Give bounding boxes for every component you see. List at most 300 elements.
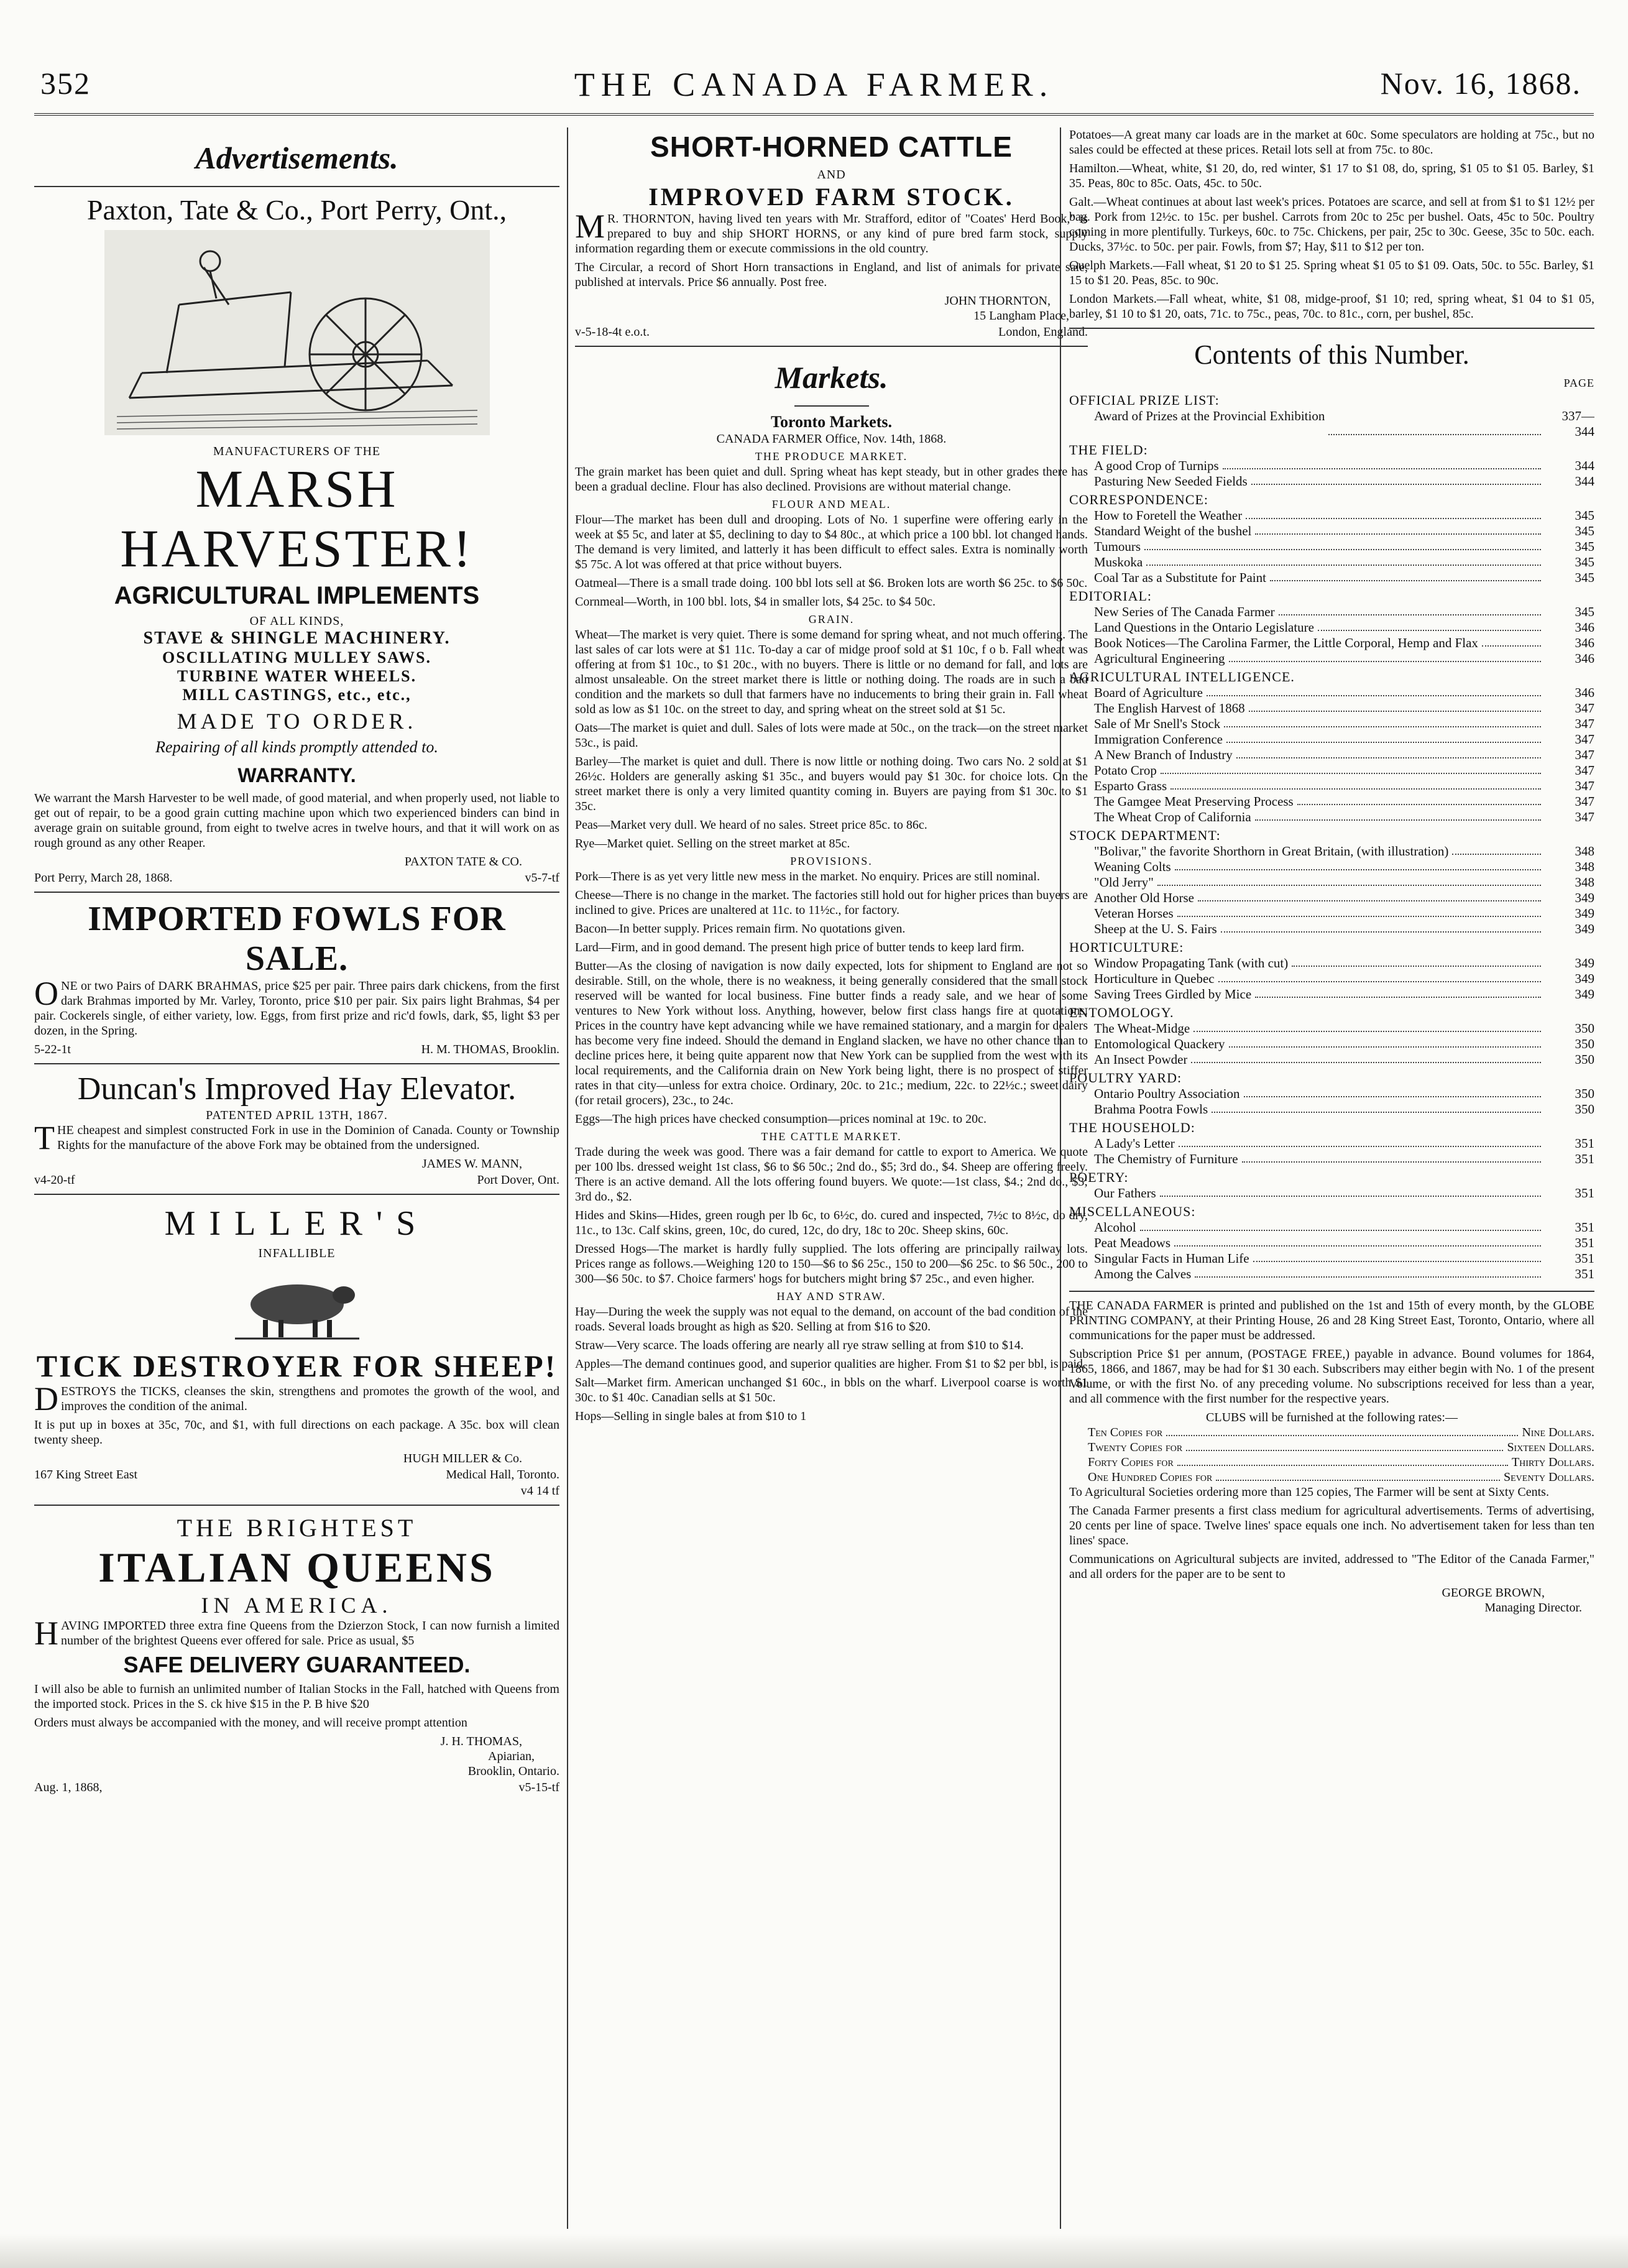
manufacturers-label: MANUFACTURERS OF THE: [213, 445, 381, 458]
toc-entry-page: 350: [1575, 1102, 1594, 1117]
fowls-signature: H. M. THOMAS, Brooklin.: [421, 1043, 559, 1056]
and-label: AND: [817, 168, 846, 182]
improved-farm-stock-title: IMPROVED FARM STOCK.: [648, 183, 1014, 211]
bacon-text: Bacon—In better supply. Prices remain firm. No quotations given.: [575, 922, 906, 936]
toc-entry-label: Immigration Conference: [1094, 732, 1223, 747]
toc-entry-label: Coal Tar as a Substitute for Paint: [1094, 570, 1266, 585]
italian-queens-title: ITALIAN QUEENS: [98, 1544, 495, 1591]
turbine-line: TURBINE WATER WHEELS.: [177, 667, 417, 685]
straw-text: Straw—Very scarce. The loads offering are nearly all rye straw selling at from $10 to $14.: [575, 1339, 1024, 1352]
hay-straw-subhead: HAY AND STRAW.: [776, 1290, 886, 1302]
toc-entry-page: 345: [1575, 570, 1594, 585]
produce-market-subhead: THE PRODUCE MARKET.: [755, 450, 908, 463]
toc-leader-dots: [1177, 906, 1541, 917]
elevator-place: Port Dover, Ont.: [477, 1173, 559, 1187]
guelph-text: Guelph Markets.—Fall wheat, $1 20 to $1 25. Spring wheat $1 05 to $1 09. Oats, 50c. to 55c. Barley, $1 15 to $1 20. Peas, 85c. to 90c.: [1069, 259, 1594, 287]
galt-text: Galt.—Wheat continues at about last week's prices. Potatoes are scarce, and sell at from $1 to $1 12½ per bag. Pork from 12½c. to 15c. per bushel. Carrots from 20c to 25c per bushel. Oats, 45c to 50c. Poultry coming in more plentifully. Turkeys, 60c. to 75c. Chickens, per pair, 25c to 30c. Geese, 35c to 50c. each. Ducks, 37½c. to 50c. per pair. Fowls, from $7; Hay, $11 to $12 per ton.: [1069, 195, 1594, 254]
toc-leader-dots: [1249, 701, 1541, 712]
tick-code: v4 14 tf: [520, 1484, 559, 1498]
toc-entry-page: 351: [1575, 1235, 1594, 1250]
column-contents: [1069, 127, 1594, 2229]
toc-entry-label: Another Old Horse: [1094, 890, 1194, 905]
toc-leader-dots: [1452, 844, 1541, 855]
toronto-markets-title: Toronto Markets.: [771, 413, 892, 431]
toc-entry-page: 346: [1575, 620, 1594, 635]
wheat-text: Wheat—The market is very quiet. There is some demand for spring wheat, and not much offering. The last sales of car lots were at $1 11c. To-day a car of midge proof sold at $1 10c, f o b. Fall wheat was offering at from $1 10c., to $1 20c., with no buyers. There is little or no demand for fall, and lots are almost unsaleable. On the street market there is little or nothing doing. The roads are in such a bad condition and the markets so dull that farmers have no inducements to bring their grain in. Fall wheat sold as low as $1 10c. on the street to day, and spring wheat on the street sold at $1 5c.: [575, 628, 1088, 716]
dateline: CANADA FARMER Office, Nov. 14th, 1868.: [716, 432, 947, 446]
toc-leader-dots: [1270, 570, 1541, 581]
divider: [1069, 328, 1594, 329]
club-rate-row: [1088, 1455, 1594, 1470]
toc-leader-dots: [1195, 1266, 1541, 1278]
club-rate-dots: [1186, 1440, 1503, 1451]
divider: [34, 1505, 559, 1506]
warranty-signature: PAXTON TATE & CO.: [404, 855, 522, 869]
toc-entry-page: 351: [1575, 1220, 1594, 1235]
toc-leader-dots: [1191, 1052, 1541, 1063]
toc-entry-label: An Insect Powder: [1094, 1052, 1188, 1067]
toc-entry: [1069, 1136, 1594, 1151]
toc-leader-dots: [1221, 921, 1541, 933]
castings-line: MILL CASTINGS, etc., etc.,: [182, 686, 412, 704]
toc-entry-page: 347: [1575, 701, 1594, 716]
toc-entry-page: 347: [1575, 809, 1594, 824]
hops-text: Hops—Selling in single bales at from $10 to 1: [575, 1409, 807, 1423]
club-rate-row: [1088, 1470, 1594, 1485]
column-advertisements: [34, 127, 559, 2229]
divider: [1069, 1291, 1594, 1292]
toc-entry: [1069, 604, 1594, 620]
tick-address: 167 King Street East: [34, 1468, 138, 1482]
toc-page-label: PAGE: [1563, 377, 1594, 389]
toc-section: OFFICIAL PRIZE LIST:: [1069, 392, 1220, 408]
toc-section: HORTICULTURE:: [1069, 939, 1184, 955]
lard-text: Lard—Firm, and in good demand. The present high price of butter tends to keep lard firm.: [575, 941, 1024, 954]
toc-entry: [1069, 971, 1594, 987]
masthead: [34, 65, 1594, 127]
toc-leader-dots: [1212, 1102, 1541, 1113]
harvester-illustration: [104, 230, 490, 435]
toc-entry-label: A Lady's Letter: [1094, 1136, 1175, 1151]
toc-leader-dots: [1242, 1151, 1541, 1163]
toc-entry-page: 349: [1575, 906, 1594, 921]
tick-destroyer-title: TICK DESTROYER FOR SHEEP!: [36, 1348, 558, 1383]
toc-entry: [1069, 620, 1594, 635]
eggs-text: Eggs—The high prices have checked consumption—prices nominal at 19c. to 20c.: [575, 1112, 987, 1126]
toc-entry: [1069, 1052, 1594, 1067]
flour-text: Flour—The market has been dull and drooping. Lots of No. 1 superfine were offering early in the week at $5 5c, and later at $5, declining to day to $4 80c., at which price a 100 bbl. lot changed hands. The demand is very limited, and latterly it has been difficult to effect sales. Extra is nominally worth $5 75c. A lot was offered at that price without buyers.: [575, 513, 1088, 571]
toc-entry-page: 345: [1575, 523, 1594, 538]
elevator-code: v4-20-tf: [34, 1173, 75, 1187]
scan-edge: [0, 2234, 1628, 2268]
grain-subhead: GRAIN.: [808, 613, 855, 625]
toc-entry: [1069, 1021, 1594, 1036]
toc-entry-page: 349: [1575, 987, 1594, 1002]
toc-entry: [1069, 1036, 1594, 1052]
pork-text: Pork—There is as yet very little new mess in the market. No enquiry. Prices are still nominal.: [575, 870, 1040, 883]
toc-leader-dots: [1207, 685, 1541, 696]
toc-entry-label: A New Branch of Industry: [1094, 747, 1233, 762]
societies-text: To Agricultural Societies ordering more than 125 copies, The Farmer will be sent at Sixty Cents.: [1069, 1485, 1549, 1499]
toc-entry-label: Muskoka: [1094, 555, 1143, 569]
club-rate-dots: [1177, 1455, 1508, 1466]
peas-text: Peas—Market very dull. We heard of no sales. Street price 85c. to 86c.: [575, 818, 927, 832]
fowls-text: ONE or two Pairs of DARK BRAHMAS, price $25 per pair. Three pairs dark chickens, from the first dark Brahmas imported by Mr. Varley, Toronto, price $10 per pair. Six pairs light Brahmas, $4 per pair. Cockerels single, of either variety, low. Eggs, from first prize and ric'd fowls, dark, $5, light $3 per dozen, in the Spring.: [34, 975, 559, 1038]
toc-entry-label: Sale of Mr Snell's Stock: [1094, 716, 1221, 731]
queens-date: Aug. 1, 1868,: [34, 1781, 103, 1794]
toc-entry-label: The Wheat-Midge: [1094, 1021, 1190, 1036]
toc-leader-dots: [1255, 987, 1541, 998]
club-rate-value: Thirty Dollars.: [1511, 1455, 1594, 1469]
toc-entry-label: Peat Meadows: [1094, 1235, 1171, 1250]
fowls-code: 5-22-1t: [34, 1043, 71, 1056]
toc-entry: [1069, 809, 1594, 825]
short-horned-cattle-title: SHORT-HORNED CATTLE: [650, 131, 1013, 163]
hogs-text: Dressed Hogs—The market is hardly fully supplied. The lots offering are principally railway lots. Prices range as follows.—Weighing 120 to 150—$6 to $6 25c., 150 to 200—$6 25c. to $6 50c., 200 to 300—$6 50c. to $7. Choice farmers' hogs for butchers might bring $7 25c., and even higher.: [575, 1242, 1088, 1286]
toc-entry: [1069, 859, 1594, 875]
toc-leader-dots: [1251, 474, 1541, 485]
toc-entry-page: 350: [1575, 1052, 1594, 1067]
publish-text: THE CANADA FARMER is printed and published on the 1st and 15th of every month, by the GLOBE PRINTING COMPANY, at their Printing House, 26 and 28 King Street East, Toronto, Ontario, where all communications for the paper must be addressed.: [1069, 1299, 1594, 1342]
divider: [34, 1194, 559, 1195]
toc-section: THE HOUSEHOLD:: [1069, 1120, 1195, 1135]
warranty-title: WARRANTY.: [237, 764, 356, 786]
toc-entry: [1069, 1102, 1594, 1117]
toc-leader-dots: [1229, 651, 1541, 662]
toc-leader-dots: [1255, 523, 1541, 535]
toc-entry-label: Singular Facts in Human Life: [1094, 1251, 1249, 1266]
toc-entry-label: Entomological Quackery: [1094, 1036, 1225, 1051]
oats-text: Oats—The market is quiet and dull. Sales of lots were made at 50c., on the track—on the street market 53c., is paid.: [575, 721, 1088, 750]
of-all-kinds: OF ALL KINDS,: [249, 614, 344, 628]
toc-entry-page: 349: [1575, 921, 1594, 936]
toc-entry-label: Saving Trees Girdled by Mice: [1094, 987, 1252, 1002]
toc-leader-dots: [1236, 747, 1541, 758]
toc-entry-page: 349: [1575, 971, 1594, 986]
toc-entry-label: Our Fathers: [1094, 1186, 1156, 1201]
toc-entry: [1069, 987, 1594, 1002]
toc-entry-page: 351: [1575, 1136, 1594, 1151]
director-title: Managing Director.: [1484, 1601, 1582, 1615]
toc-leader-dots: [1244, 1086, 1542, 1097]
divider: [794, 405, 869, 407]
toc-leader-dots: [1229, 1036, 1541, 1048]
club-rates: [1069, 1425, 1594, 1485]
stave-line: STAVE & SHINGLE MACHINERY.: [143, 629, 451, 648]
queens-text: HAVING IMPORTED three extra fine Queens from the Dzierzon Stock, I can now furnish a limited number of the brightest Queens ever offered for sale. Price as usual, $5: [34, 1615, 559, 1652]
club-rate-row: [1088, 1425, 1594, 1440]
toc-section: POULTRY YARD:: [1069, 1070, 1182, 1086]
newspaper-title: THE CANADA FARMER.: [574, 66, 1054, 103]
mulley-line: OSCILLATING MULLEY SAWS.: [162, 648, 432, 666]
toc-entry: [1069, 778, 1594, 794]
hay-elevator-title: Duncan's Improved Hay Elevator.: [77, 1071, 517, 1107]
cattle-trade-text: Trade during the week was good. There was a fair demand for cattle to export to America. We quote per 100 lbs. dressed weight 1st class, $6 to $6 50c.; 2nd do., $5; 3rd do., $4. Sheep are offering freely. There is an active demand. All the lots offering found buyers. We quote:—1st class, $4.; 2nd do., $3; 3rd do., $2.: [575, 1145, 1088, 1204]
toc-leader-dots: [1292, 956, 1541, 967]
clubs-intro: CLUBS will be furnished at the following rates:—: [1206, 1411, 1458, 1424]
toc-entry: [1069, 875, 1594, 890]
queens-text-3: Orders must always be accompanied with the money, and will receive prompt attention: [34, 1716, 467, 1730]
toc-entry-page: 351: [1575, 1186, 1594, 1201]
issue-date: Nov. 16, 1868.: [1380, 66, 1581, 101]
column-markets: [575, 127, 1088, 2229]
patented-date: PATENTED APRIL 13TH, 1867.: [206, 1109, 388, 1122]
advertising-text: The Canada Farmer presents a first class medium for agricultural advertisements. Terms of advertising, 20 cents per line of space. Twelve lines' space equals one inch. No advertisement taken for less than ten lines' space.: [1069, 1504, 1594, 1547]
queens-role: Apiarian,: [488, 1749, 535, 1763]
sheep-illustration: [229, 1267, 366, 1342]
masthead-rule: [34, 113, 1594, 116]
toc-entry-page: 347: [1575, 732, 1594, 747]
toc-entry-page: 347: [1575, 747, 1594, 762]
toc-leader-dots: [1175, 859, 1541, 870]
toc-entry-label: New Series of The Canada Farmer: [1094, 604, 1275, 619]
thornton-address: 15 Langham Place,: [973, 309, 1069, 323]
toc-entry-page: 350: [1575, 1021, 1594, 1036]
contents-title: Contents of this Number.: [1194, 339, 1469, 370]
toc-entry-page: 348: [1575, 844, 1594, 859]
toc-leader-dots: [1161, 763, 1541, 774]
hamilton-text: Hamilton.—Wheat, white, $1 20, do, red winter, $1 17 to $1 08, do, spring, $1 05 to $1 05. Barley, $1 35. Peas, 80c to 85c. Oats, 45c. to 50c.: [1069, 162, 1594, 190]
infallible-label: INFALLIBLE: [258, 1247, 336, 1260]
toc-entry-page: 345: [1575, 604, 1594, 619]
toc-entry-page: 337—344: [1561, 408, 1594, 439]
toc-entry: [1069, 747, 1594, 763]
warranty-text: We warrant the Marsh Harvester to be well made, of good material, and when properly used, not liable to get out of repair, to be a good grain cutting machine upon which two experienced binders can bind in average grain on suitable ground, from eight to twelve acres in twelve hours, and that it will work on as rough ground as any other Reaper.: [34, 791, 559, 850]
brightest-label: THE BRIGHTEST: [177, 1514, 417, 1542]
cheese-text: Cheese—There is no change in the market. The factories still hold out for higher prices than buyers are inclined to give. Prices are unaltered at 11c. to 11½c., for factory.: [575, 888, 1088, 917]
club-rate-label: Twenty Copies for: [1088, 1441, 1183, 1454]
toc-entry-label: Brahma Pootra Fowls: [1094, 1102, 1208, 1117]
oatmeal-text: Oatmeal—There is a small trade doing. 100 bbl lots sell at $6. Broken lots are worth $6 25c. to $6 50c.: [575, 576, 1088, 590]
toc-leader-dots: [1226, 732, 1541, 743]
toc-entry-label: Pasturing New Seeded Fields: [1094, 474, 1248, 489]
toc-entry-label: "Old Jerry": [1094, 875, 1154, 890]
toc-entry-page: 347: [1575, 763, 1594, 778]
toc-entry: [1069, 1086, 1594, 1102]
divider: [575, 346, 1088, 347]
toc-entry-label: Potato Crop: [1094, 763, 1157, 778]
toc-leader-dots: [1160, 1186, 1541, 1197]
toc-leader-dots: [1146, 555, 1541, 566]
toc-section: AGRICULTURAL INTELLIGENCE.: [1069, 669, 1295, 685]
toc-entry-label: Horticulture in Quebec: [1094, 971, 1215, 986]
made-to-order: MADE TO ORDER.: [177, 709, 417, 734]
toc-entry-label: Among the Calves: [1094, 1266, 1192, 1281]
thornton-place: London, England.: [998, 325, 1088, 339]
toc-entry-label: Sheep at the U. S. Fairs: [1094, 921, 1217, 936]
toc-entry: [1069, 1220, 1594, 1235]
toc-entry: [1069, 555, 1594, 570]
toc-entry-page: 351: [1575, 1266, 1594, 1281]
barley-text: Barley—The market is quiet and dull. There is now little or nothing doing. Two cars No. 2 sold at $1 26½c. Holders are generally asking $1 35c., and buyers would pay $1 30c. for choice lots. On the street market there is only a very limited quantity coming in. Buyers are paying from $1 30c. to $1 35c.: [575, 755, 1088, 813]
cattle-text: MR. THORNTON, having lived ten years with Mr. Strafford, editor of "Coates' Herd Book," is prepared to buy and ship SHORT HORNS, or any kind of pure bred farm stock, supply information regarding them or execute commissions in the old country.: [575, 208, 1088, 256]
club-rate-value: Nine Dollars.: [1522, 1426, 1594, 1439]
toc-entry-label: Book Notices—The Carolina Farmer, the Little Corporal, Hemp and Flax: [1094, 635, 1478, 650]
toc-leader-dots: [1328, 408, 1541, 435]
toc-leader-dots: [1198, 890, 1541, 901]
cornmeal-text: Cornmeal—Worth, in 100 bbl. lots, $4 in smaller lots, $4 25c. to $4 50c.: [575, 595, 936, 609]
toc-leader-dots: [1318, 620, 1541, 631]
toc-entry: [1069, 1151, 1594, 1167]
in-america-label: IN AMERICA.: [201, 1593, 393, 1618]
toc-entry: [1069, 408, 1594, 440]
tick-footer: [34, 1467, 559, 1482]
toc-entry: [1069, 685, 1594, 701]
toc-entry-page: 347: [1575, 778, 1594, 793]
toc-entry-label: The Gamgee Meat Preserving Process: [1094, 794, 1294, 809]
london-text: London Markets.—Fall wheat, white, $1 08, midge-proof, $1 10; red, spring wheat, $1 04 to $1 05, barley, $1 10 to $1 20, oats, 71c. to 75c., peas, 70c. to 81c., corn, per bushel, 85c.: [1069, 292, 1594, 321]
subscription-text: Subscription Price $1 per annum, (POSTAGE FREE,) payable in advance. Bound volumes for 1864, 1865, 1866, and 1867, may be had for $1 30 each. Subscribers may either begin with No. 1 of the present Volume, or with the first No. of any preceding volume. No subscriptions received for less than a year, and all commence with the first number for the respective years.: [1069, 1347, 1594, 1406]
elevator-text: THE cheapest and simplest constructed Fork in use in the Dominion of Canada. County or Township Rights for the manufacture of the above Fork may be obtained from the undersigned.: [34, 1119, 559, 1156]
toc-entry-label: The Chemistry of Furniture: [1094, 1151, 1238, 1166]
club-rate-label: Forty Copies for: [1088, 1455, 1174, 1469]
toc-entry-label: Window Propagating Tank (with cut): [1094, 956, 1289, 970]
toc-entry: [1069, 844, 1594, 859]
toc-entry-label: "Bolivar," the favorite Shorthorn in Great Britain, (with illustration): [1094, 844, 1449, 859]
toc-entry-label: Veteran Horses: [1094, 906, 1174, 921]
toc-section: ENTOMOLOGY.: [1069, 1005, 1174, 1020]
toc-entry-page: 345: [1575, 555, 1594, 569]
toc-entry-page: 347: [1575, 716, 1594, 731]
toc-entry: [1069, 651, 1594, 666]
flour-meal-subhead: FLOUR AND MEAL.: [771, 498, 891, 510]
toc-entry-label: Esparto Grass: [1094, 778, 1167, 793]
toc-entry-page: 346: [1575, 651, 1594, 666]
toc-leader-dots: [1193, 1021, 1541, 1032]
club-rate-label: Ten Copies for: [1088, 1426, 1163, 1439]
toc-leader-dots: [1255, 809, 1541, 821]
toc-entry-label: Award of Prizes at the Provincial Exhibition: [1094, 408, 1325, 423]
club-rate-dots: [1166, 1425, 1518, 1436]
toc-entry: [1069, 635, 1594, 651]
toc-entry: [1069, 1251, 1594, 1266]
tick-text-1: DESTROYS the TICKS, cleanses the skin, strengthens and promotes the growth of the wool, and improves the condition of the animal.: [34, 1380, 559, 1418]
toc-entry: [1069, 1186, 1594, 1201]
agricultural-implements: AGRICULTURAL IMPLEMENTS: [114, 582, 480, 609]
toc-leader-dots: [1253, 1251, 1541, 1262]
toc-section: THE FIELD:: [1069, 442, 1148, 458]
toc-entry-page: 349: [1575, 956, 1594, 970]
toc-leader-dots: [1297, 794, 1541, 805]
safe-delivery: SAFE DELIVERY GUARANTEED.: [123, 1652, 471, 1677]
page-number: 352: [40, 66, 91, 101]
toc-entry-label: The English Harvest of 1868: [1094, 701, 1245, 716]
queens-signature: J. H. THOMAS,: [440, 1735, 522, 1748]
toc-entry: [1069, 570, 1594, 586]
toc-section: EDITORIAL:: [1069, 588, 1152, 604]
toc-entry-page: 351: [1575, 1151, 1594, 1166]
thornton-footer: [575, 325, 1088, 339]
queens-place: Brooklin, Ontario.: [467, 1764, 559, 1778]
toc-entry-label: Weaning Colts: [1094, 859, 1171, 874]
toc-entry-label: Agricultural Engineering: [1094, 651, 1225, 666]
toc-leader-dots: [1144, 539, 1541, 550]
toc-entry-page: 346: [1575, 685, 1594, 700]
toc-leader-dots: [1482, 635, 1541, 647]
toc-section: MISCELLANEOUS:: [1069, 1204, 1196, 1219]
toc-section: CORRESPONDENCE:: [1069, 492, 1209, 507]
toc-leader-dots: [1174, 1235, 1541, 1247]
fowls-footer: [34, 1042, 559, 1057]
tick-signature: HUGH MILLER & Co.: [403, 1452, 522, 1465]
toc-entry-page: 349: [1575, 890, 1594, 905]
toc-entry-label: A good Crop of Turnips: [1094, 458, 1219, 473]
toc-section: STOCK DEPARTMENT:: [1069, 827, 1221, 843]
column-divider: [567, 127, 568, 2229]
communications-text: Communications on Agricultural subjects are invited, addressed to "The Editor of the Canada Farmer," and all orders for the paper are to be sent to: [1069, 1552, 1594, 1581]
toc-entry: [1069, 763, 1594, 778]
apples-text: Apples—The demand continues good, and superior qualities are higher. From $1 to $2 per bbl, is paid.: [575, 1357, 1087, 1371]
thornton-signature: JOHN THORNTON,: [944, 294, 1051, 308]
queens-text-2: I will also be able to furnish an unlimited number of Italian Stocks in the Fall, hatched with Queens from the imported stock. Prices in the S. ck hive $15 in the P. B hive $20: [34, 1682, 559, 1711]
elevator-signature: JAMES W. MANN,: [421, 1157, 522, 1171]
toc-entry: [1069, 539, 1594, 555]
rye-text: Rye—Market quiet. Selling on the street market at 85c.: [575, 837, 850, 850]
toc-entry-label: Standard Weight of the bushel: [1094, 523, 1252, 538]
club-rate-value: Sixteen Dollars.: [1507, 1441, 1594, 1454]
director-name: GEORGE BROWN,: [1442, 1586, 1545, 1600]
marsh-harvester-title: MARSH HARVESTER!: [120, 459, 474, 578]
hay-text: Hay—During the week the supply was not equal to the demand, on account of the bad condition of the roads. Several loads brought as high as $20. Selling at from $16 to $20.: [575, 1305, 1088, 1334]
repairing-note: Repairing of all kinds promptly attended to.: [155, 738, 438, 756]
club-rate-label: One Hundred Copies for: [1088, 1470, 1213, 1484]
millers-title: MILLER'S: [164, 1204, 430, 1243]
toc-entry-page: 347: [1575, 794, 1594, 809]
toc-entry-page: 344: [1575, 458, 1594, 473]
toc-entry: [1069, 906, 1594, 921]
toc-entry-page: 346: [1575, 635, 1594, 650]
cattle-market-subhead: THE CATTLE MARKET.: [761, 1130, 902, 1143]
toc-entry: [1069, 921, 1594, 937]
potatoes-text: Potatoes—A great many car loads are in the market at 60c. Some speculators are holding at 75c., but no sales could be effected at these prices. Retail lots sell at from 75c. to 80c.: [1069, 128, 1594, 157]
toc-leader-dots: [1179, 1136, 1541, 1147]
toc-leader-dots: [1218, 971, 1541, 982]
club-rate-row: [1088, 1440, 1594, 1455]
queens-footer: [34, 1780, 559, 1795]
divider: [34, 892, 559, 893]
toc-entry-page: 345: [1575, 508, 1594, 523]
toc-entry-label: Ontario Poultry Association: [1094, 1086, 1240, 1101]
toc-entry-label: Land Questions in the Ontario Legislature: [1094, 620, 1314, 635]
toc-entry: [1069, 508, 1594, 523]
toc-entry: [1069, 523, 1594, 539]
toc-entry-page: 348: [1575, 875, 1594, 890]
toc-entry-label: The Wheat Crop of California: [1094, 809, 1251, 824]
thornton-code: v-5-18-4t e.o.t.: [575, 325, 650, 339]
toc-entry: [1069, 732, 1594, 747]
toc-entry-page: 350: [1575, 1036, 1594, 1051]
paxton-header: Paxton, Tate & Co., Port Perry, Ont.,: [86, 194, 507, 226]
toc-leader-dots: [1224, 716, 1541, 727]
salt-text: Salt—Market firm. American unchanged $1 60c., in bbls on the wharf. Liverpool coarse is worth $1 30c. to $1 40c. Canadian sells at $1 50c.: [575, 1376, 1088, 1404]
divider: [34, 1063, 559, 1064]
club-rate-value: Seventy Dollars.: [1503, 1470, 1594, 1484]
tick-hall: Medical Hall, Toronto.: [446, 1468, 559, 1482]
tick-text-2: It is put up in boxes at 35c, 70c, and $1, with full directions on each package. A 35c. box will clean twenty sheep.: [34, 1418, 559, 1447]
warranty-date: Port Perry, March 28, 1868.: [34, 871, 173, 885]
produce-text: The grain market has been quiet and dull. Spring wheat has kept steady, but in other grades there has been a gradual decline. Flour has also declined. Provisions are without material change.: [575, 465, 1088, 494]
toc-entry: [1069, 1235, 1594, 1251]
toc-entry-page: 351: [1575, 1251, 1594, 1266]
toc-entry-label: How to Foretell the Weather: [1094, 508, 1243, 523]
toc-entry-page: 350: [1575, 1086, 1594, 1101]
warranty-footer: [34, 870, 559, 885]
imported-fowls-title: IMPORTED FOWLS FOR SALE.: [88, 900, 506, 978]
toc-entry: [1069, 1266, 1594, 1282]
toc-leader-dots: [1279, 604, 1541, 615]
toc-entry-page: 348: [1575, 859, 1594, 874]
toc-leader-dots: [1170, 778, 1541, 790]
